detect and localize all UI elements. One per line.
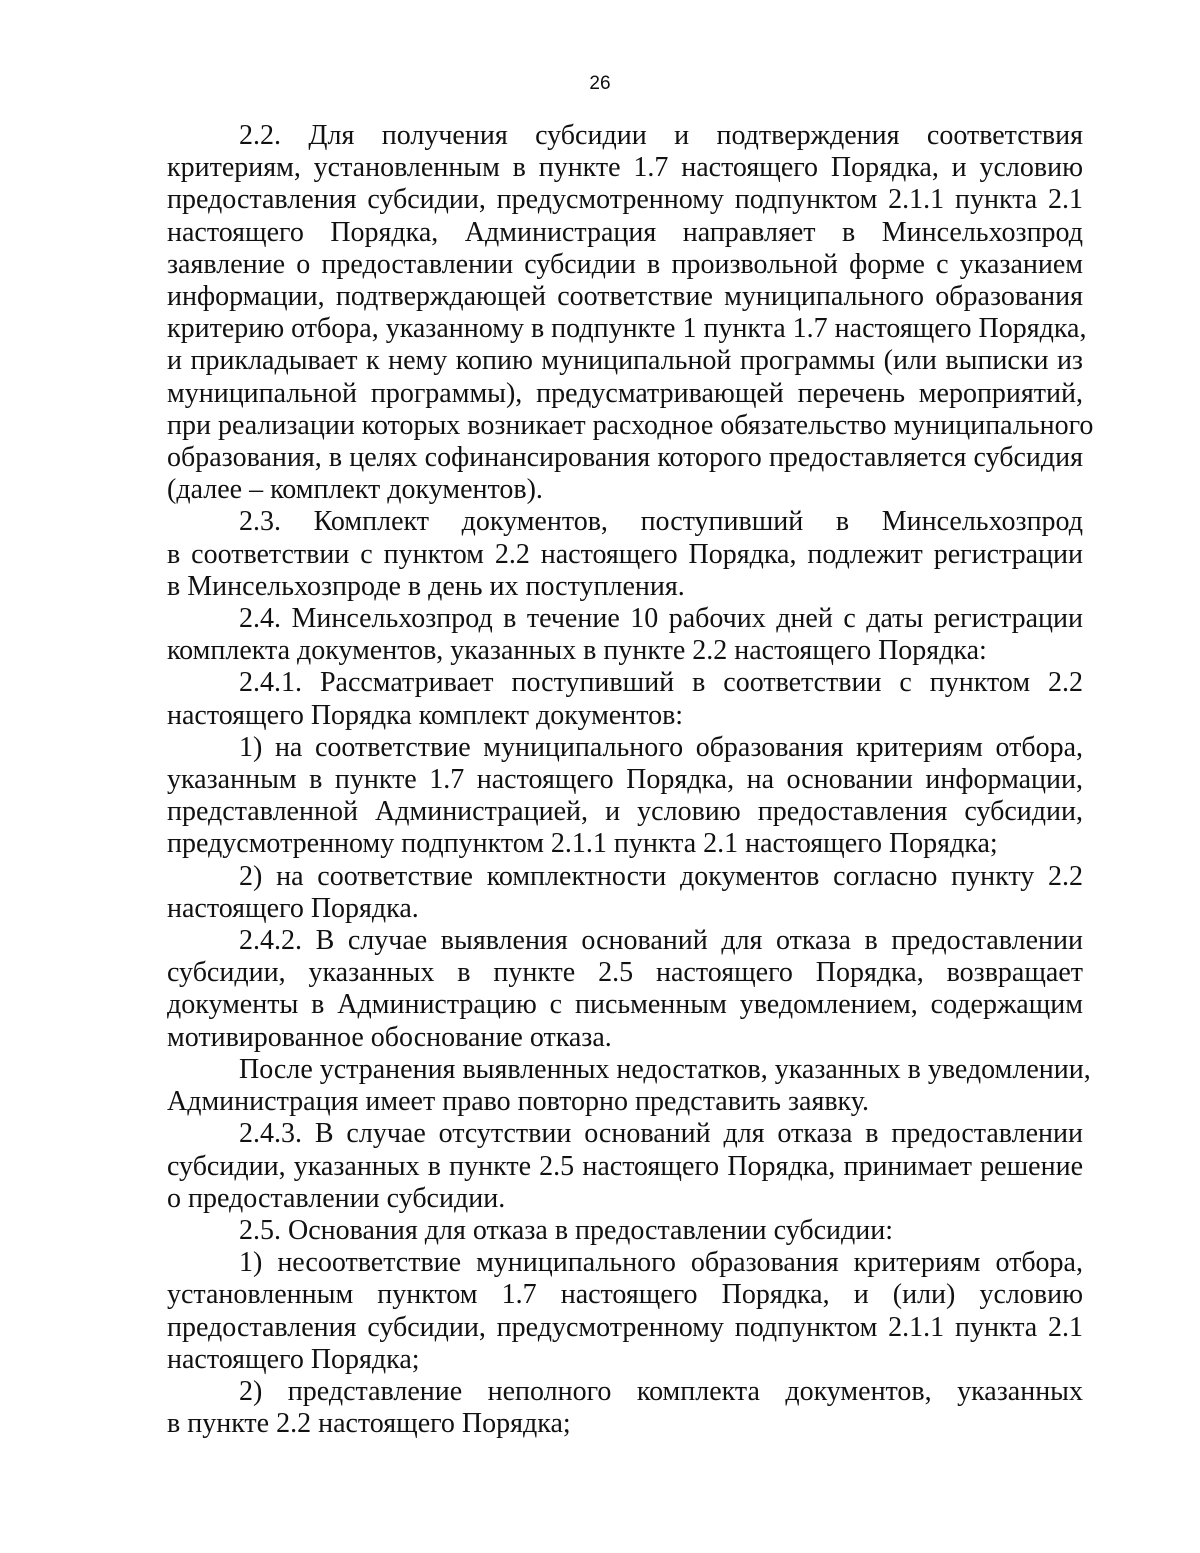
text-line: предусмотренному подпунктом 2.1.1 пункта 2.1 настоящего Порядка; — [167, 828, 998, 860]
paragraph — [167, 506, 1083, 603]
text-line: информации, подтверждающей соответствие муниципального образования — [167, 281, 1083, 313]
text-line: установленным пунктом 1.7 настоящего Порядка, и (или) условию — [167, 1279, 1083, 1311]
text-line: 2.3. Комплект документов, поступивший в Минсельхозпрод — [239, 506, 1083, 538]
text-line: представленной Администрацией, и условию предоставления субсидии, — [167, 796, 1083, 828]
page-number: 26 — [589, 73, 611, 94]
text-line: 2) на соответствие комплектности документов согласно пункту 2.2 — [239, 860, 1083, 892]
text-line: указанным в пункте 1.7 настоящего Порядка, на основании информации, — [167, 764, 1083, 796]
paragraph — [167, 1215, 1083, 1247]
paragraph — [167, 732, 1083, 861]
text-line: при реализации которых возникает расходное обязательство муниципального — [167, 409, 1094, 441]
paragraph — [167, 603, 1083, 667]
paragraph — [167, 1376, 1083, 1440]
text-line: документы в Администрацию с письменным уведомлением, содержащим — [167, 989, 1083, 1021]
text-line: в пункте 2.2 настоящего Порядка; — [167, 1408, 571, 1440]
text-line: настоящего Порядка, Администрация направляет в Минсельхозпрод — [167, 216, 1083, 248]
text-line: в Минсельхозпроде в день их поступления. — [167, 570, 685, 602]
text-line: Администрация имеет право повторно представить заявку. — [167, 1086, 869, 1118]
text-line: муниципальной программы), предусматривающей перечень мероприятий, — [167, 377, 1083, 409]
text-line: настоящего Порядка комплект документов: — [167, 699, 684, 731]
paragraph — [167, 1053, 1091, 1118]
text-line: и прикладывает к нему копию муниципальной программы (или выписки из — [167, 345, 1083, 377]
text-line: субсидии, указанных в пункте 2.5 настоящего Порядка, возвращает — [167, 957, 1083, 989]
paragraph — [167, 925, 1083, 1054]
text-line: настоящего Порядка. — [167, 892, 419, 924]
text-line: о предоставлении субсидии. — [167, 1182, 506, 1214]
text-line: 2.4.3. В случае отсутствии оснований для отказа в предоставлении — [239, 1118, 1083, 1150]
document-body — [167, 120, 1094, 1440]
text-line: 2.4. Минсельхозпрод в течение 10 рабочих дней с даты регистрации — [239, 603, 1083, 635]
text-line: После устранения выявленных недостатков, указанных в уведомлении, — [239, 1053, 1091, 1085]
paragraph — [167, 667, 1083, 731]
text-line: настоящего Порядка; — [167, 1343, 420, 1375]
paragraph — [167, 120, 1094, 506]
text-line: комплекта документов, указанных в пункте 2.2 настоящего Порядка: — [167, 635, 987, 667]
text-line: 1) на соответствие муниципального образования критериям отбора, — [239, 731, 1083, 763]
text-line: (далее – комплект документов). — [167, 474, 543, 506]
text-line: 2.5. Основания для отказа в предоставлении субсидии: — [239, 1214, 894, 1246]
paragraph — [167, 1247, 1083, 1376]
text-line: 2.4.1. Рассматривает поступивший в соответствии с пунктом 2.2 — [239, 667, 1083, 699]
text-line: 2.2. Для получения субсидии и подтверждения соответствия — [239, 120, 1083, 151]
text-line: 1) несоответствие муниципального образования критериям отбора, — [239, 1247, 1083, 1279]
text-line: 2.4.2. В случае выявления оснований для отказа в предоставлении — [239, 925, 1083, 957]
text-line: 2) представление неполного комплекта документов, указанных — [239, 1375, 1083, 1407]
text-line: субсидии, указанных в пункте 2.5 настоящего Порядка, принимает решение — [167, 1150, 1083, 1182]
text-line: критерию отбора, указанному в подпункте 1 пункта 1.7 настоящего Порядка, — [167, 313, 1087, 345]
text-line: в соответствии с пунктом 2.2 настоящего Порядка, подлежит регистрации — [167, 538, 1083, 570]
paragraph — [167, 1118, 1083, 1215]
text-line: критериям, установленным в пункте 1.7 настоящего Порядка, и условию — [167, 152, 1083, 184]
text-line: предоставления субсидии, предусмотренному подпунктом 2.1.1 пункта 2.1 — [167, 1311, 1083, 1343]
text-line: образования, в целях софинансирования которого предоставляется субсидия — [167, 442, 1083, 474]
text-line: заявление о предоставлении субсидии в произвольной форме с указанием — [167, 248, 1083, 280]
text-line: мотивированное обоснование отказа. — [167, 1021, 612, 1053]
text-line: предоставления субсидии, предусмотренному подпунктом 2.1.1 пункта 2.1 — [167, 184, 1083, 216]
paragraph — [167, 861, 1083, 925]
